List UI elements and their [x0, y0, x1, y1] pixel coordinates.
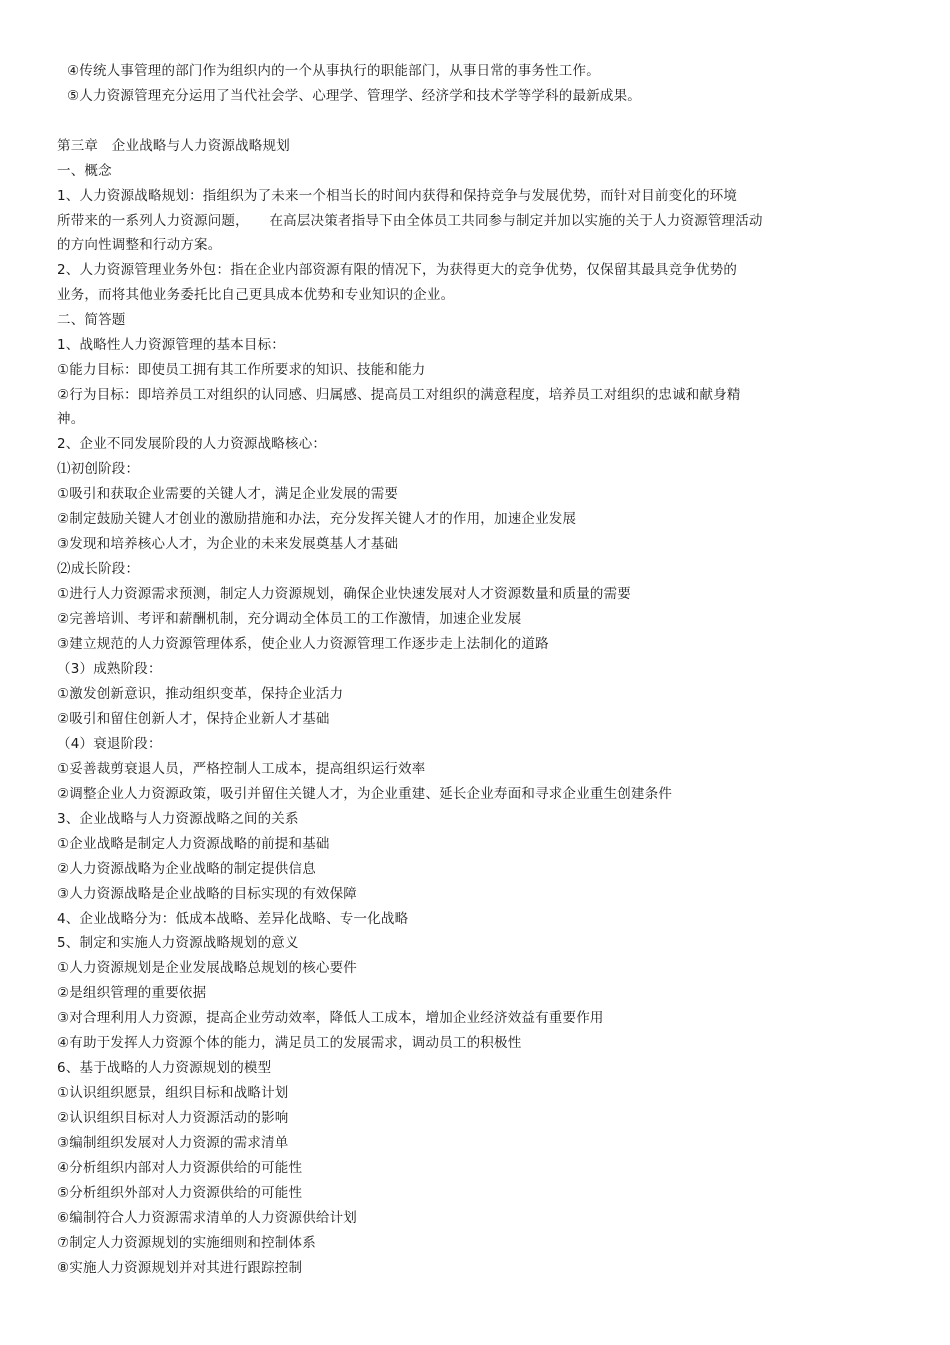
q6-item: ⑤分析组织外部对人力资源供给的可能性	[57, 1185, 303, 1201]
q2-stage-2: ⑵成长阶段：	[57, 561, 140, 577]
q2-stage-2-item: ②完善培训、考评和薪酬机制，充分调动全体员工的工作激情，加速企业发展	[57, 611, 522, 627]
q3-item: ②人力资源战略为企业战略的制定提供信息	[57, 861, 316, 877]
concept-2-line-2: 业务，而将其他业务委托比自己更具成本优势和专业知识的企业。	[57, 287, 455, 303]
concepts-heading: 一、概念	[57, 163, 112, 179]
q5-title: 5、制定和实施人力资源战略规划的意义	[57, 935, 299, 951]
q6-item: ⑧实施人力资源规划并对其进行跟踪控制	[57, 1260, 303, 1276]
q2-title: 2、企业不同发展阶段的人力资源战略核心：	[57, 436, 327, 452]
q5-item: ④有助于发挥人力资源个体的能力，满足员工的发展需求，调动员工的积极性	[57, 1035, 522, 1051]
intro-item-5: ⑤人力资源管理充分运用了当代社会学、心理学、管理学、经济学和技术学等学科的最新成果。	[67, 88, 642, 104]
q1-answer-2-line-1: ②行为目标：即培养员工对组织的认同感、归属感、提高员工对组织的满意程度，培养员工对组织的忠诚和献身精	[57, 387, 741, 403]
concept-1-line-3: 的方向性调整和行动方案。	[57, 237, 222, 253]
concept-1-line-1: 1、人力资源战略规划：指组织为了未来一个相当长的时间内获得和保持竞争与发展优势，而针对目前变化的环境	[57, 188, 738, 204]
q2-stage-2-item: ③建立规范的人力资源管理体系，使企业人力资源管理工作逐步走上法制化的道路	[57, 636, 549, 652]
q6-item: ①认识组织愿景，组织目标和战略计划	[57, 1085, 289, 1101]
q2-stage-4-item: ②调整企业人力资源政策，吸引并留住关键人才，为企业重建、延长企业寿面和寻求企业重生创建条件	[57, 786, 673, 802]
q6-item: ④分析组织内部对人力资源供给的可能性	[57, 1160, 303, 1176]
q6-title: 6、基于战略的人力资源规划的模型	[57, 1060, 272, 1076]
q3-item: ③人力资源战略是企业战略的目标实现的有效保障	[57, 886, 358, 902]
q1-answer-1: ①能力目标：即使员工拥有其工作所要求的知识、技能和能力	[57, 362, 426, 378]
q2-stage-3-item: ①激发创新意识，推动组织变革，保持企业活力	[57, 686, 344, 702]
concept-1-line-2: 所带来的一系列人力资源问题， 在高层决策者指导下由全体员工共同参与制定并加以实施的关于人力资源管理活动	[57, 213, 763, 229]
q2-stage-1: ⑴初创阶段：	[57, 461, 140, 477]
q6-item: ⑦制定人力资源规划的实施细则和控制体系	[57, 1235, 316, 1251]
q2-stage-1-item: ①吸引和获取企业需要的关键人才，满足企业发展的需要	[57, 486, 399, 502]
q2-stage-4-item: ①妥善裁剪衰退人员，严格控制人工成本，提高组织运行效率	[57, 761, 426, 777]
q5-item: ③对合理利用人力资源，提高企业劳动效率，降低人工成本，增加企业经济效益有重要作用	[57, 1010, 604, 1026]
q3-title: 3、企业战略与人力资源战略之间的关系	[57, 811, 299, 827]
q6-item: ③编制组织发展对人力资源的需求清单	[57, 1135, 289, 1151]
q1-title: 1、战略性人力资源管理的基本目标：	[57, 337, 285, 353]
q5-item: ①人力资源规划是企业发展战略总规划的核心要件	[57, 960, 358, 976]
intro-item-4: ④传统人事管理的部门作为组织内的一个从事执行的职能部门，从事日常的事务性工作。	[67, 63, 600, 79]
q2-stage-3: （3）成熟阶段：	[57, 661, 162, 677]
q2-stage-3-item: ②吸引和留住创新人才，保持企业新人才基础	[57, 711, 330, 727]
q2-stage-4: （4）衰退阶段：	[57, 736, 162, 752]
q4-title: 4、企业战略分为：低成本战略、差异化战略、专一化战略	[57, 911, 409, 927]
q2-stage-1-item: ③发现和培养核心人才，为企业的未来发展奠基人才基础	[57, 536, 399, 552]
q5-item: ②是组织管理的重要依据	[57, 985, 207, 1001]
q3-item: ①企业战略是制定人力资源战略的前提和基础	[57, 836, 330, 852]
concept-2-line-1: 2、人力资源管理业务外包：指在企业内部资源有限的情况下，为获得更大的竞争优势，仅保留其最具竞争优势的	[57, 262, 738, 278]
q6-item: ②认识组织目标对人力资源活动的影响	[57, 1110, 289, 1126]
q2-stage-2-item: ①进行人力资源需求预测，制定人力资源规划，确保企业快速发展对人才资源数量和质量的需要	[57, 586, 632, 602]
q2-stage-1-item: ②制定鼓励关键人才创业的激励措施和办法，充分发挥关键人才的作用，加速企业发展	[57, 511, 577, 527]
chapter-title: 第三章 企业战略与人力资源战略规划	[57, 138, 290, 154]
q6-item: ⑥编制符合人力资源需求清单的人力资源供给计划	[57, 1210, 358, 1226]
short-answers-heading: 二、简答题	[57, 312, 126, 328]
q1-answer-2-line-2: 神。	[57, 411, 85, 427]
